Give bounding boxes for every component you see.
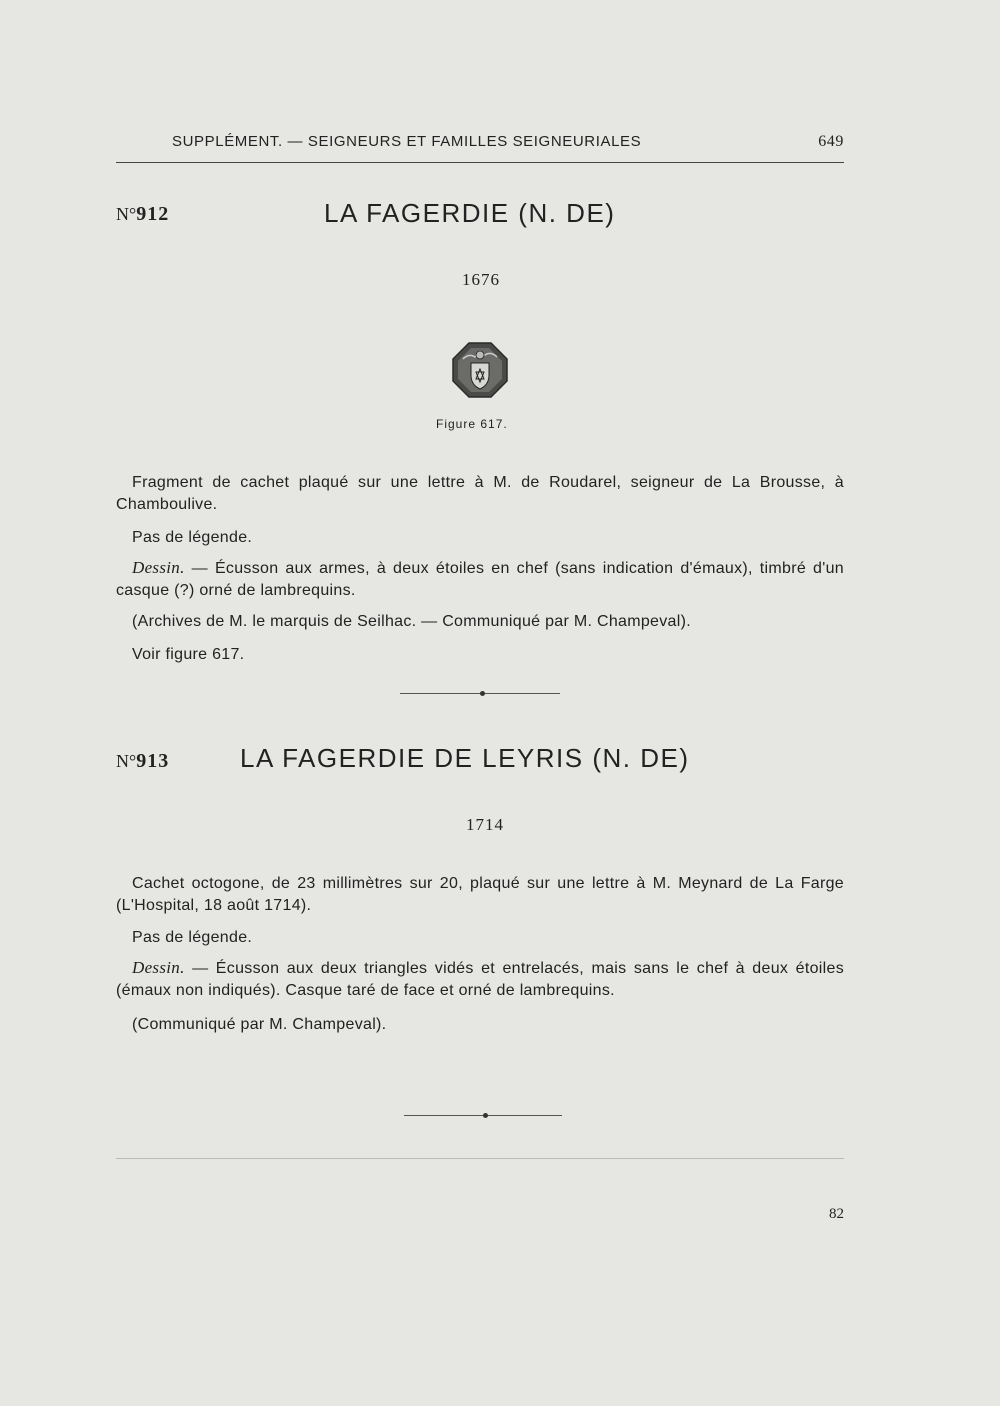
drawing-text-912: — Écusson aux armes, à deux étoiles en chef (sans indication d'émaux), timbré d'un casque (?) orné de lambrequins.: [116, 560, 844, 599]
seal-image: [451, 341, 509, 399]
description-912: Fragment de cachet plaqué sur une lettre à M. de Roudarel, seigneur de La Brousse, à Chamboulive.: [116, 474, 844, 513]
entry-number-912: [116, 203, 169, 226]
source-913: (Communiqué par M. Champeval).: [132, 1016, 387, 1033]
running-title: SUPPLÉMENT. — SEIGNEURS ET FAMILLES SEIGNEURIALES: [172, 133, 642, 150]
entry-number-value: 913: [136, 750, 170, 772]
entry-number-913: [116, 750, 169, 773]
legend-912: Pas de légende.: [132, 529, 253, 546]
entry-year-912: 1676: [462, 270, 500, 289]
section-separator: [400, 693, 560, 694]
header-rule: [116, 162, 844, 163]
signature-mark: 82: [829, 1206, 844, 1222]
drawing-913: [116, 957, 844, 1002]
page-number: 649: [818, 133, 844, 150]
entry-number-value: 912: [136, 203, 170, 225]
separator-dot: [483, 1113, 488, 1118]
separator-dot: [480, 691, 485, 696]
section-separator: [404, 1115, 562, 1116]
see-figure-912: Voir figure 617.: [132, 646, 245, 663]
figure-caption: Figure 617.: [436, 417, 508, 431]
footnote-rule: [116, 1158, 844, 1159]
source-912: (Archives de M. le marquis de Seilhac. — Communiqué par M. Champeval).: [132, 613, 691, 630]
entry-year-913: 1714: [466, 815, 504, 834]
entry-title-912: LA FAGERDIE (N. DE): [324, 198, 616, 228]
entry-title-913: LA FAGERDIE DE LEYRIS (N. DE): [240, 743, 690, 773]
description-913: Cachet octogone, de 23 millimètres sur 20, plaqué sur une lettre à M. Meynard de La Farge (L'Hospital, 18 août 1714).: [116, 875, 844, 914]
drawing-912: [116, 557, 844, 602]
entry-number-prefix: N°: [116, 751, 137, 771]
entry-number-prefix: N°: [116, 204, 137, 224]
drawing-label-912: Dessin.: [132, 558, 185, 577]
drawing-text-913: — Écusson aux deux triangles vidés et entrelacés, mais sans le chef à deux étoiles (émaux non indiqués). Casque taré de face et orné de lambrequins.: [116, 960, 844, 999]
drawing-label-913: Dessin.: [132, 958, 185, 977]
legend-913: Pas de légende.: [132, 929, 253, 946]
